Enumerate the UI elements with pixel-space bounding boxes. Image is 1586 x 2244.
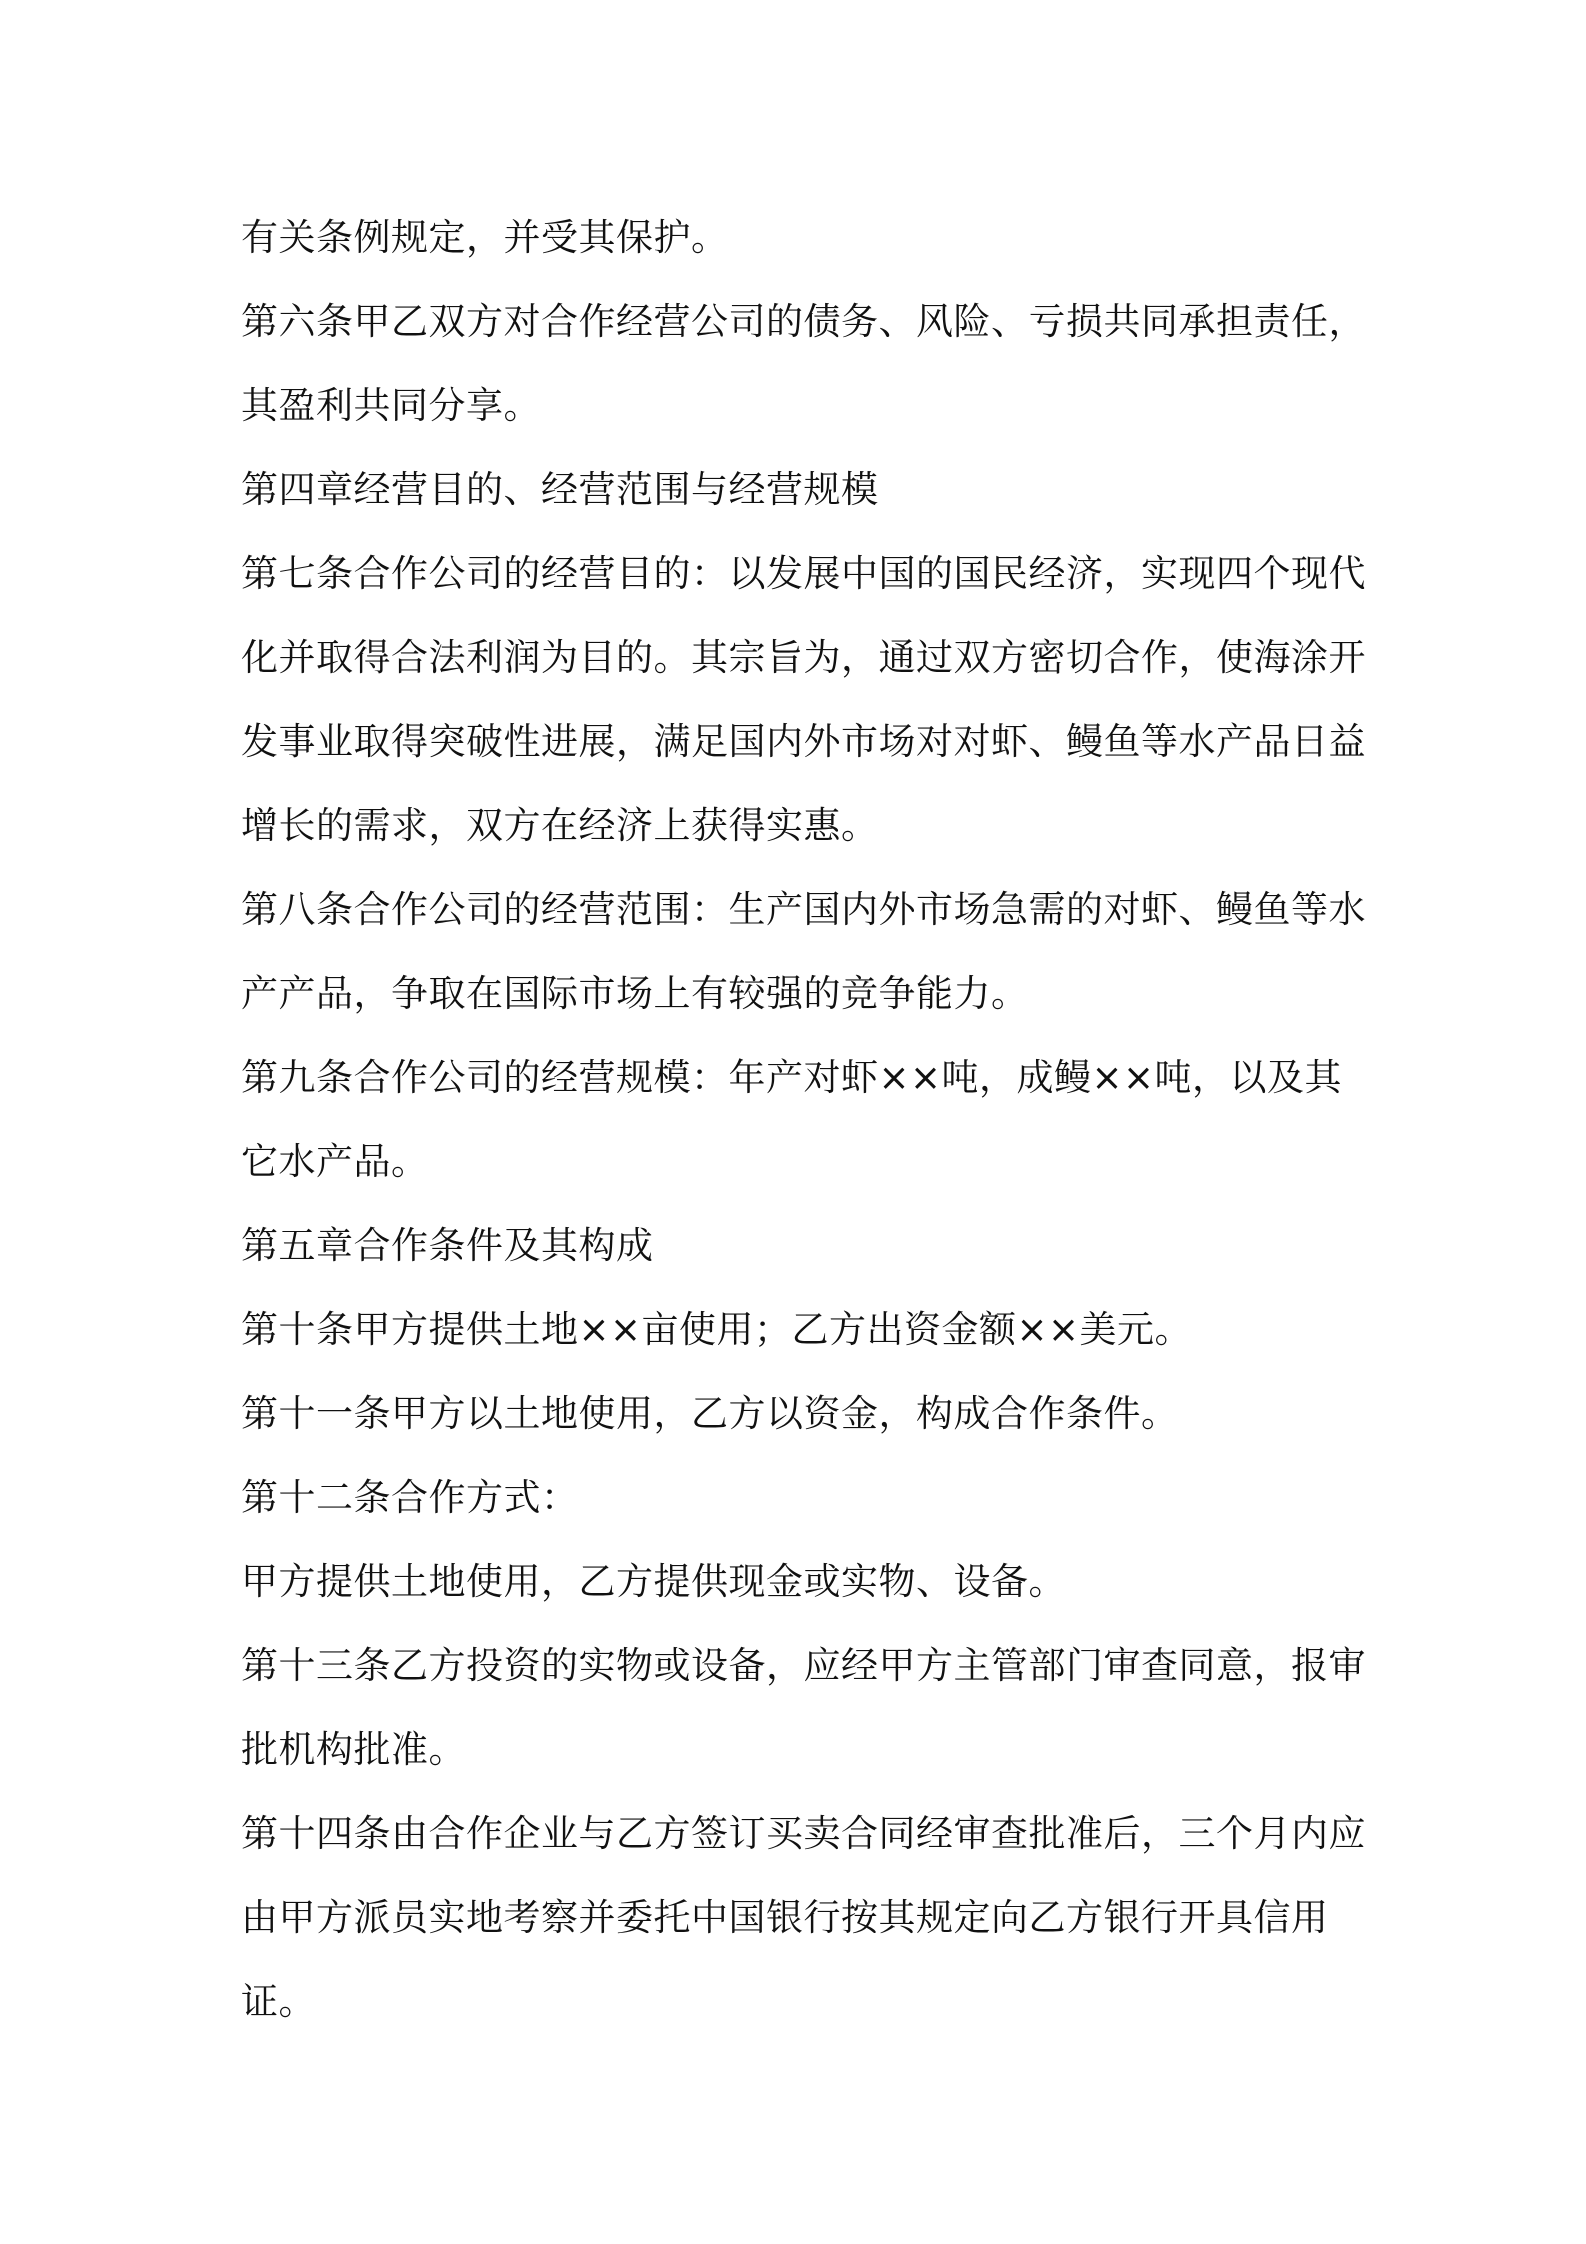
text-line: 第十三条乙方投资的实物或设备，应经甲方主管部门审查同意，报审 [241, 1644, 1366, 1687]
paragraph [241, 868, 1366, 1036]
text-line: 第七条合作公司的经营目的：以发展中国的国民经济，实现四个现代 [241, 552, 1366, 595]
text-line: 产产品，争取在国际市场上有较强的竞争能力。 [241, 972, 1029, 1015]
text-line: 化并取得合法利润为目的。其宗旨为，通过双方密切合作，使海涂开 [241, 636, 1366, 679]
text-line: 第四章经营目的、经营范围与经营规模 [241, 468, 879, 511]
text-line: 第六条甲乙双方对合作经营公司的债务、风险、亏损共同承担责任， [241, 300, 1366, 343]
text-line: 其盈利共同分享。 [241, 384, 541, 427]
paragraph [241, 280, 1366, 448]
paragraph [241, 532, 1366, 868]
text-line: 有关条例规定，并受其保护。 [241, 216, 729, 259]
paragraph [241, 1036, 1366, 1204]
text-line: 第九条合作公司的经营规模：年产对虾××吨，成鳗××吨，以及其 [241, 1056, 1343, 1099]
paragraph [241, 1372, 1366, 1456]
paragraph [241, 1456, 1366, 1540]
paragraph [241, 1624, 1366, 1792]
text-line: 发事业取得突破性进展，满足国内外市场对对虾、鳗鱼等水产品日益 [241, 720, 1366, 763]
text-line: 第十二条合作方式： [241, 1476, 579, 1519]
text-line: 第十一条甲方以土地使用，乙方以资金，构成合作条件。 [241, 1392, 1179, 1435]
paragraph [241, 1540, 1366, 1624]
text-line: 第八条合作公司的经营范围：生产国内外市场急需的对虾、鳗鱼等水 [241, 888, 1366, 931]
paragraph [241, 448, 1366, 532]
paragraph [241, 1288, 1366, 1372]
text-line: 由甲方派员实地考察并委托中国银行按其规定向乙方银行开具信用 [241, 1896, 1329, 1939]
text-line: 批机构批准。 [241, 1728, 466, 1771]
text-line: 第五章合作条件及其构成 [241, 1224, 654, 1267]
text-line: 证。 [241, 1980, 316, 2023]
paragraph [241, 1204, 1366, 1288]
paragraph [241, 196, 1366, 280]
text-line: 增长的需求，双方在经济上获得实惠。 [241, 804, 879, 847]
text-line: 第十条甲方提供土地××亩使用；乙方出资金额××美元。 [241, 1308, 1193, 1351]
text-line: 甲方提供土地使用，乙方提供现金或实物、设备。 [241, 1560, 1066, 1603]
paragraph [241, 1792, 1366, 2044]
text-line: 第十四条由合作企业与乙方签订买卖合同经审查批准后，三个月内应 [241, 1812, 1366, 1855]
document-body [241, 196, 1366, 2044]
text-line: 它水产品。 [241, 1140, 429, 1183]
